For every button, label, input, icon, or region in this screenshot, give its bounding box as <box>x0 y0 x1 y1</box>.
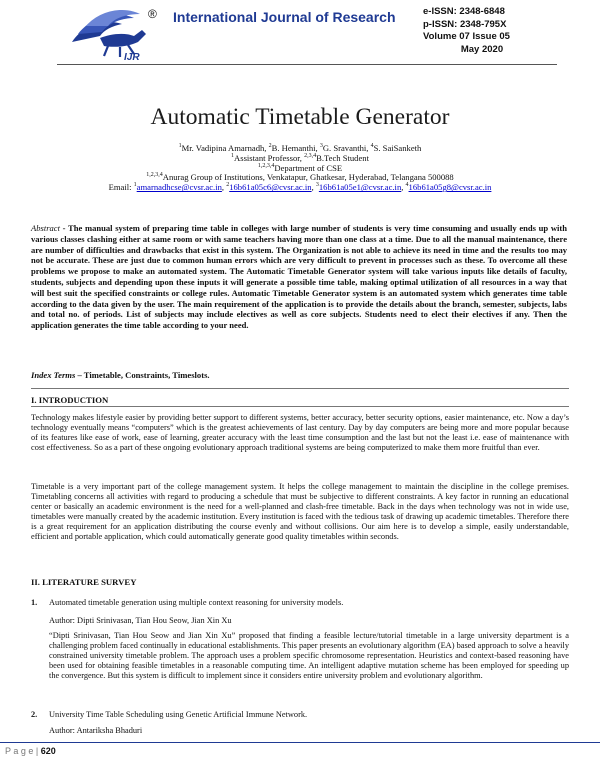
literature-item-1 <box>31 598 343 607</box>
email-link-4[interactable]: 16b61a05g8@cvsr.ac.in <box>408 182 492 193</box>
abstract-text: - The manual system of preparing time table in colleges with large number of students is very time consuming and usually ends up with various classes clashing either at same room or with same teachers having more than one class at a time. Due to all the manual maintenance, there are number of difficulties and drawbacks that exist in this system. The Organization is not able to achieve its need in time and the results too may not be accurate. These are just due to common human errors which are very difficult to prevent in processes such as these. To overcome all these problems we propose to make an automated system. The Automatic Timetable Generator system will take various inputs like details of faculty, students, subjects and depending upon these inputs it will generate a possible time table, making optimal utilization of all resources in a way that will best suit the specified constraints or college rules. Automatic Timetable Generator system is an automated system which generates time table according to the data given by the user. The main requirement of the application is to provide the details about the branch, semester, subjects, labs and total no. of periods. List of subjects may include electives as well as core subjects. Students need to elect their electives if any. Then the application generates the time table according to your need. <box>31 223 567 331</box>
page-number-value: 620 <box>40 746 56 756</box>
email-line: Email: $^1$amarnadhcse@cvsr.ac.in, $^2$16b61a05c6@cvsr.ac.in, $^3$16b61a05e1@cvsr.ac.in, $^4$16b61a05g8@cvsr.ac.in <box>108 182 492 193</box>
item-1-title: Automated timetable generation using multiple context reasoning for university models. <box>49 598 344 607</box>
paper-title: Automatic Timetable Generator <box>150 104 450 130</box>
journal-header <box>0 0 600 64</box>
index-terms <box>31 370 210 380</box>
abstract <box>31 223 567 331</box>
header-rule <box>57 64 557 65</box>
issue-date: May 2020 <box>460 43 504 55</box>
author-1: Mr. Vadipina Amarnadh, <box>181 143 267 153</box>
section-divider-2 <box>31 406 569 407</box>
abstract-label: Abstract <box>31 223 60 233</box>
email-link-1[interactable]: amarnadhcse@cvsr.ac.in <box>136 182 222 193</box>
eissn: e-ISSN: 2348-6848 <box>423 6 505 17</box>
page-label: P a g e | <box>5 746 39 756</box>
item-1-author: Author: Dipti Srinivasan, Tian Hou Seow, Jian Xin Xu <box>49 616 232 625</box>
institution: Anurag Group of Institutions, Venkatapur, Ghatkesar, Hyderabad, Telangana 500088 <box>162 172 454 183</box>
author-names: $^1$Mr. Vadipina Amarnadh, $^2$B. Hemanthi, $^3$G. Sravanthi, $^4$S. SaiSanketh <box>178 143 422 153</box>
journal-name: International Journal of Research <box>173 9 396 25</box>
email-link-2[interactable]: 16b61a05c6@cvsr.ac.in <box>229 182 312 193</box>
department: Department of CSE <box>274 162 343 173</box>
author-4: S. SaiSanketh <box>373 143 422 153</box>
affiliation-assistant: Assistant Professor, <box>234 152 302 163</box>
email-label: Email: <box>108 182 132 193</box>
index-terms-text: – Timetable, Constraints, Timeslots. <box>75 370 210 380</box>
logo-text: IJR <box>124 52 140 62</box>
literature-heading: II. LITERATURE SURVEY <box>31 577 137 587</box>
literature-item-2 <box>31 710 307 719</box>
item-1-text: “Dipti Srinivasan, Tian Hou Seow and Jian Xin Xu” proposed that finding a feasible lecture/tutorial timetable in a large university department is a challenging problem faced continually in educational establishments. This paper presents an evolutionary algorithm (EA) based approach to solve a heavily constrained university timetable problem. The approach uses a problem specific chromosome representation. Heuristics and context-based reasoning have been used for obtaining feasible timetables in a reasonable computing time. An intelligent adaptive mutation scheme has been employed for speeding up the convergence. But this system is difficult to implement since it considers entire university problem and evolutionary algorithm. <box>49 631 569 681</box>
item-2-title: University Time Table Scheduling using Genetic Artificial Immune Network. <box>49 710 308 719</box>
author-2: B. Hemanthi, <box>271 143 318 153</box>
item-1-number: 1. <box>31 598 38 607</box>
author-block <box>40 144 560 193</box>
intro-paragraph-2: Timetable is a very important part of the college management system. It helps the college management to maintain the discipline in the college premises. Timetabling concerns all activities with regard to producing a schedule that must be subjective to different constraints. A key factor in running an educational center or basically an academic environment is the need for a well-planned and clash-free timetable. Back in the days when technology was not in wide use, timetables were manually created by the academic institution. Every institution is faced with the tedious task of drawing up academic timetables. Therefore there is a great requirement for an application distributing the course evenly and without collisions. Our aim here is to develop a simple, easily understandable, efficient and portable application, which could automatically generate good quality timetables within seconds. <box>31 482 569 542</box>
department-line: $^{1,2,3,4}$Department of CSE <box>257 162 343 173</box>
index-terms-label: Index Terms <box>31 370 76 380</box>
affiliation-line: $^1$Assistant Professor, $^{2,3,4}$B.Tech Student <box>231 152 369 163</box>
section-divider-1 <box>31 388 569 389</box>
page-number <box>5 746 56 756</box>
ijr-logo-icon <box>64 4 164 62</box>
item-2-number: 2. <box>31 710 38 719</box>
institution-line: $^{1,2,3,4}$Anurag Group of Institutions, Venkatapur, Ghatkesar, Hyderabad, Telangana 500088 <box>146 172 454 183</box>
footer-rule <box>0 742 600 743</box>
pissn: p-ISSN: 2348-795X <box>423 18 507 30</box>
registered-mark: ® <box>148 7 157 21</box>
intro-paragraph-1: Technology makes lifestyle easier by providing better support to different systems, better accuracy, better security options, easier maintenance, etc. Now a day’s technology eventually means “computers” which is the greatest achievements of last century. Day by day computers are being more and more popular because of its features like ease of work, ease of learning, greater accuracy with the least time consumption and the last but not the least i.e. ease of maintenance with cost effectiveness. So as a part of these ongoing evolutionary approach traditional systems are being computerized to make them more fruitful than ever. <box>31 413 569 453</box>
item-2-author: Author: Antariksha Bhaduri <box>49 726 143 735</box>
intro-heading: I. INTRODUCTION <box>31 395 109 405</box>
affiliation-student: B.Tech Student <box>316 152 369 163</box>
issn-block <box>423 6 541 56</box>
email-link-3[interactable]: 16b61a05e1@cvsr.ac.in <box>318 182 402 193</box>
volume-issue: Volume 07 Issue 05 <box>423 31 510 43</box>
author-3: G. Sravanthi, <box>322 143 369 153</box>
